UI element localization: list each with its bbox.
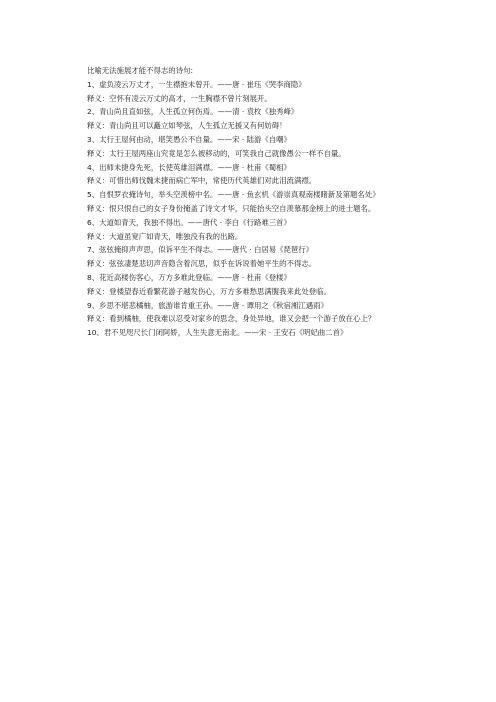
verse-6: 6、大道如青天，我独不得出。——唐代 · 李白《行路难三首》 <box>87 217 291 227</box>
verse-4: 4、出师未捷身先死，长使英雄泪满襟。——唐 · 杜甫《蜀相》 <box>87 162 291 172</box>
note-4: 释义：可惜出师伐魏未捷而病亡军中，常使历代英雄们对此泪流满襟。 <box>87 176 317 186</box>
verse-8: 8、花近高楼伤客心，万方多难此登临。——唐 · 杜甫《登楼》 <box>87 272 291 282</box>
verse-3: 3、太行王屋何由动，堪笑愚公不自量。——宋 · 陆游《自嘲》 <box>87 134 291 144</box>
document-body <box>74 64 422 340</box>
document-title: 比喻无法施展才能不得志的诗句: <box>87 66 193 75</box>
verse-2: 2、青山尚且直如弦，人生孤立何伤焉。——清 · 袁枚《独秀峰》 <box>87 107 299 117</box>
verse-1: 1、虚负凌云万丈才，一生襟抱未曾开。——唐 · 崔珏《哭李商隐》 <box>87 79 306 89</box>
note-7: 释义：弦弦凄楚悲切声音隐含着沉思，似乎在诉说着她平生的不得志。 <box>87 259 317 269</box>
note-5: 释义：恨只恨自己的女子身份掩盖了诗文才华，只能抬头空自羡慕那金榜上的进士题名。 <box>87 203 376 213</box>
note-8: 释义：登楼望春近看繁花游子越发伤心，万方多难愁思满腹我来此处登临。 <box>87 286 331 296</box>
note-3: 释义：太行王屋两座山究竟是怎么被移动的，可笑我自己就像愚公一样不自量。 <box>87 148 346 158</box>
verse-5: 5、自恨罗衣掩诗句，举头空羡榜中名。——唐 · 鱼玄机《游崇真观南楼睹新及第题名处》 <box>87 190 380 200</box>
note-2: 释义：青山尚且可以矗立如琴弦，人生孤立无援又有何妨碍！ <box>87 121 287 131</box>
verse-7: 7、弦弦掩抑声声思，似诉平生不得志。——唐代 · 白居易《琵琶行》 <box>87 245 314 255</box>
note-9: 释义：看到橘柚，使我难以忍受对家乡的思念，身处异地，谁又会把一个游子放在心上？ <box>87 314 376 324</box>
verse-10: 10、君不见咫尺长门闭阿娇，人生失意无南北。——宋 · 王安石《明妃曲二首》 <box>87 328 348 338</box>
note-6: 释义：大道虽宽广如青天，唯独没有我的出路。 <box>87 231 243 241</box>
verse-9: 9、乡思不堪悲橘柚，旅游谁肯重王孙。——唐 · 谭用之《秋宿湘江遇雨》 <box>87 300 328 310</box>
note-1: 释义：空怀有凌云万丈的高才，一生胸襟不曾片刻展开。 <box>87 93 272 103</box>
